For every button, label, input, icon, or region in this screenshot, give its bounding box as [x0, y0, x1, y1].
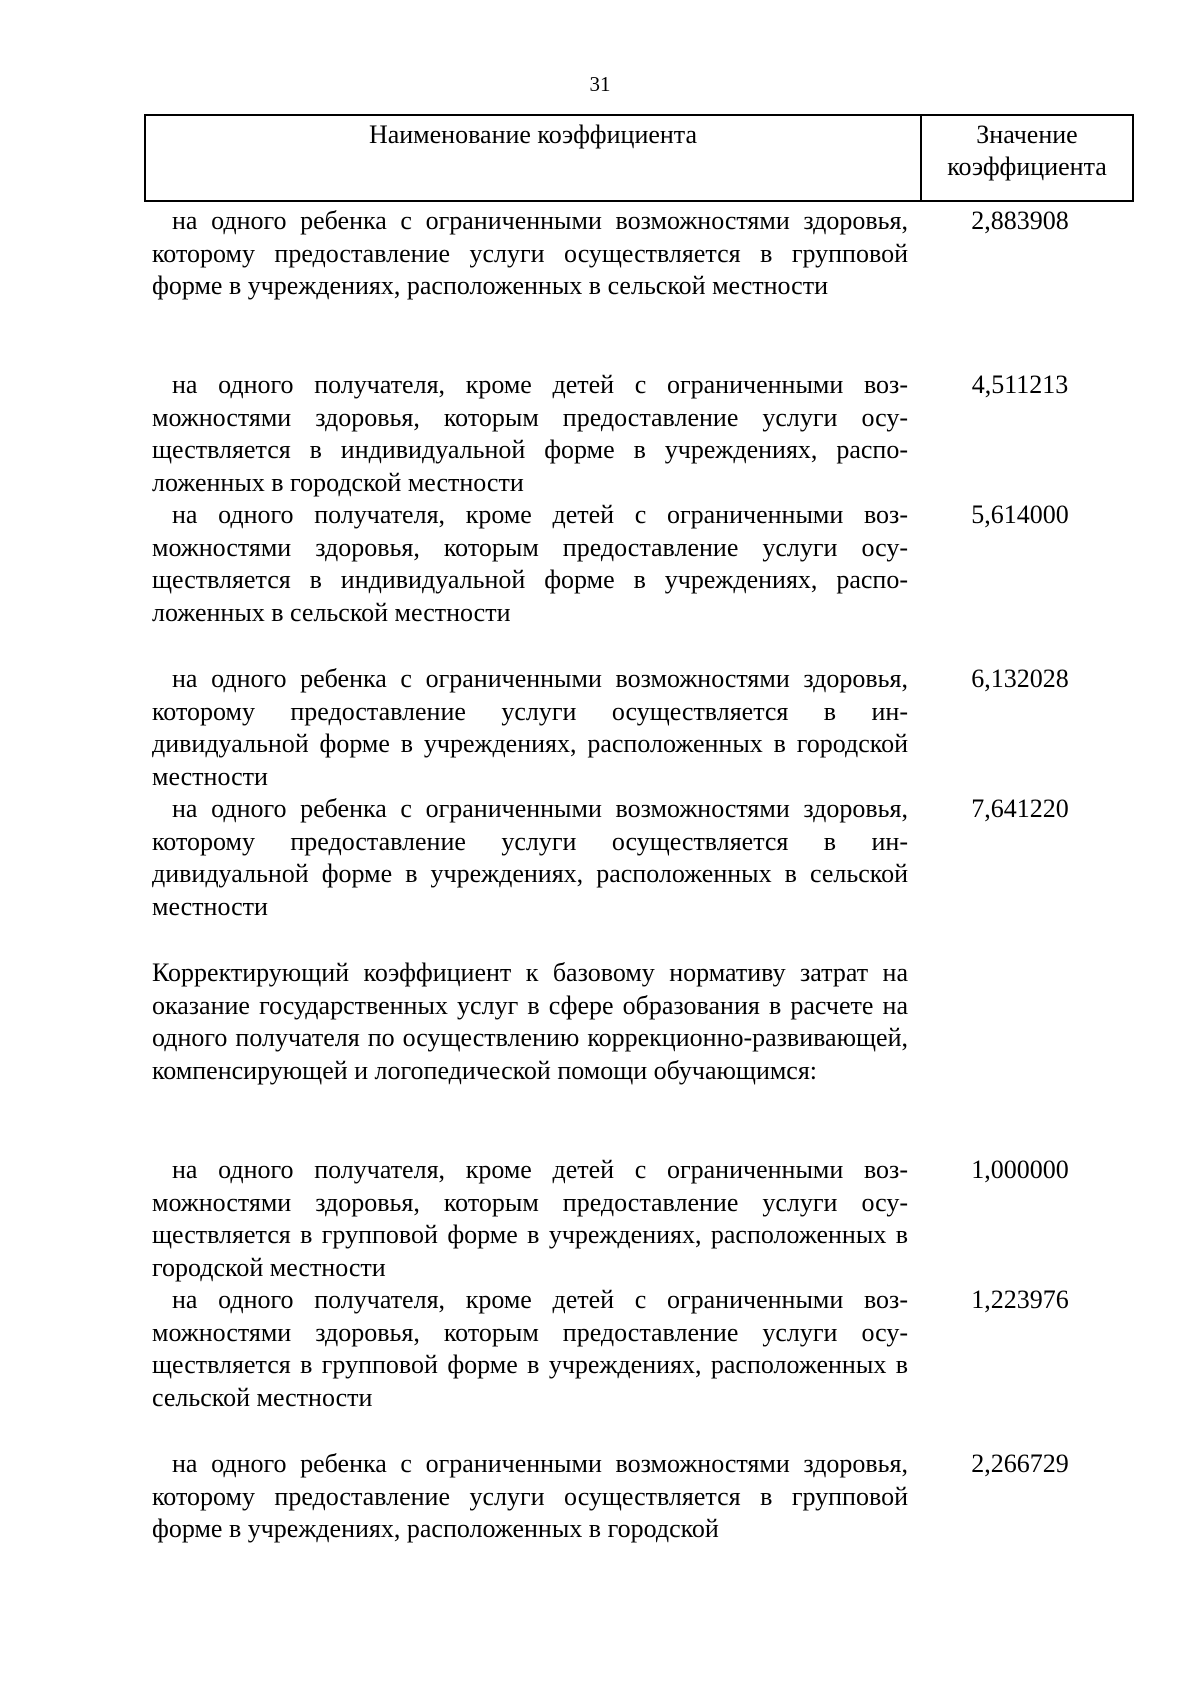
row-description: на одного ребенка с ограниченными возможностями здоровья, которому предоставление услуги осуществляется в индивидуальной форме в учреждениях, расположенных в городской местности: [152, 664, 908, 791]
row-value: 6,132028: [971, 664, 1069, 693]
row-value: 4,511213: [971, 370, 1069, 399]
row-description: на одного получателя, кроме детей с ограниченными возможностями здоровья, которым предоставление услуги осуществляется в индивидуальной форме в учреждениях, расположенных в сельской местности: [152, 500, 908, 627]
section-heading: Корректирующий коэффициент к базовому нормативу затрат на оказание государственных услуг в сфере образования в расчете на одного получателя по осуществлению коррекционно-развивающей, компенсирующей и логопедической помощи обучающимся:: [152, 958, 908, 1085]
row-value: 1,223976: [971, 1285, 1069, 1314]
row-description: на одного ребенка с ограниченными возможностями здоровья, которому предоставление услуги осуществляется в групповой форме в учреждениях, расположенных в сельской местности: [152, 206, 908, 300]
row-description: на одного получателя, кроме детей с ограниченными возможностями здоровья, которым предоставление услуги осуществляется в индивидуальной форме в учреждениях, расположенных в городской местности: [152, 370, 908, 497]
page-number: 31: [589, 72, 611, 96]
row-description: на одного ребенка с ограниченными возможностями здоровья, которому предоставление услуги осуществляется в групповой форме в учреждениях, расположенных в городской: [152, 1449, 908, 1543]
row-value: 2,266729: [971, 1449, 1069, 1478]
row-value: 2,883908: [971, 206, 1069, 235]
row-description: на одного получателя, кроме детей с ограниченными возможностями здоровья, которым предоставление услуги осуществляется в групповой форме в учреждениях, расположенных в сельской местности: [152, 1285, 908, 1412]
row-description: на одного ребенка с ограниченными возможностями здоровья, которому предоставление услуги осуществляется в индивидуальной форме в учреждениях, расположенных в сельской местности: [152, 794, 908, 921]
header-coefficient-value-text: Значение коэффициента: [947, 120, 1107, 181]
row-value: 1,000000: [971, 1155, 1069, 1184]
header-coefficient-name: Наименование коэффициента: [146, 116, 922, 200]
row-value: 7,641220: [971, 794, 1069, 823]
row-value: 5,614000: [971, 500, 1069, 529]
row-description: на одного получателя, кроме детей с ограниченными возможностями здоровья, которым предоставление услуги осуществляется в групповой форме в учреждениях, расположенных в городской местности: [152, 1155, 908, 1282]
table-header: [144, 114, 1134, 202]
header-coefficient-value: [922, 116, 1132, 203]
